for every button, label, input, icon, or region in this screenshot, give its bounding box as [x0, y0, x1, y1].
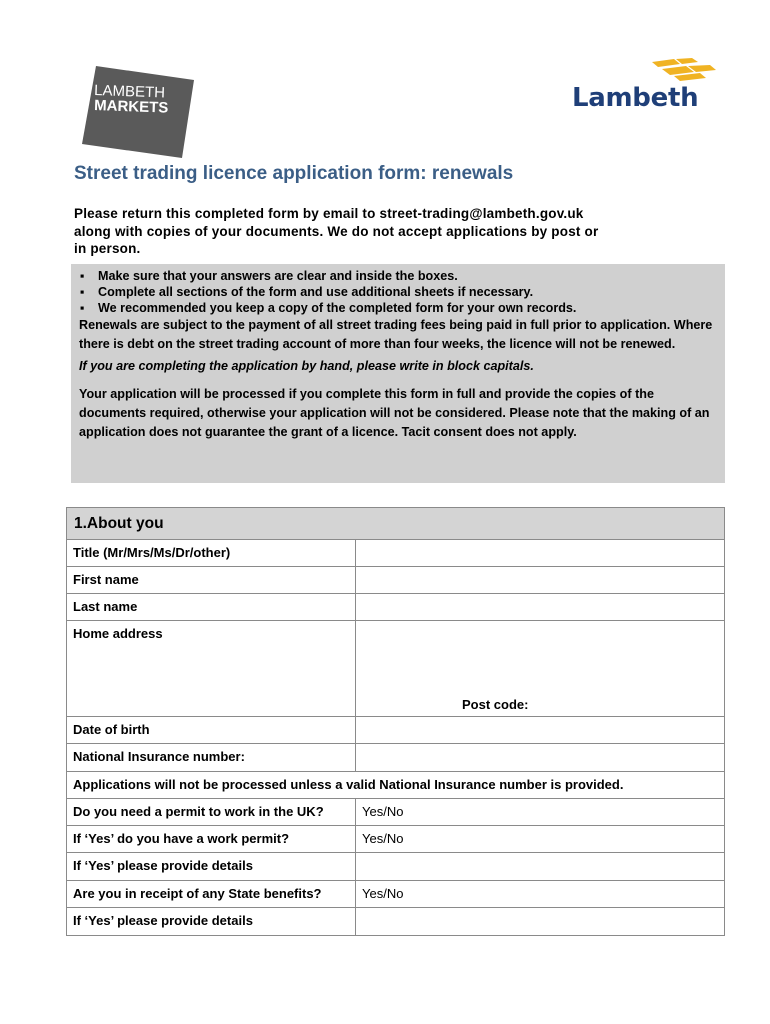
work-permit-question-label: If ‘Yes’ do you have a work permit?	[67, 826, 356, 853]
guidance-notice-box	[71, 264, 725, 483]
permit-details-label: If ‘Yes’ please provide details	[67, 853, 356, 881]
lambeth-markets-logo	[82, 66, 194, 158]
last-name-field[interactable]	[356, 594, 725, 621]
title-label: Title (Mr/Mrs/Ms/Dr/other)	[67, 540, 356, 567]
markets-logo-line1: LAMBETH	[93, 82, 166, 102]
permit-details-field[interactable]	[356, 853, 725, 881]
intro-line-3: in person.	[74, 241, 141, 256]
page-title: Street trading licence application form: renewals	[74, 163, 514, 184]
renewal-fees-paragraph: Renewals are subject to the payment of all street trading fees being paid in full prior to application. Where there is debt on the street trading account of more than four weeks, the licence will not be renewed.	[79, 318, 713, 351]
section-heading: 1.About you	[67, 508, 725, 540]
national-insurance-notice: Applications will not be processed unless a valid National Insurance number is provided.	[67, 772, 725, 799]
national-insurance-label: National Insurance number:	[67, 744, 356, 772]
lambeth-council-logo	[570, 58, 720, 118]
title-field[interactable]	[356, 540, 725, 567]
benefits-details-label: If ‘Yes’ please provide details	[67, 908, 356, 936]
date-of-birth-label: Date of birth	[67, 717, 356, 744]
last-name-label: Last name	[67, 594, 356, 621]
first-name-label: First name	[67, 567, 356, 594]
intro-line-1: Please return this completed form by email to street-trading@lambeth.gov.uk	[74, 206, 584, 221]
processing-paragraph: Your application will be processed if you complete this form in full and provide the copies of the documents required, otherwise your application will not be considered. Please note that the making of an application does not guarantee the grant of a licence. Tacit consent does not apply.	[79, 386, 710, 439]
benefits-details-field[interactable]	[356, 908, 725, 936]
first-name-field[interactable]	[356, 567, 725, 594]
list-item: ▪ Make sure that your answers are clear and inside the boxes.	[80, 269, 458, 283]
list-item: ▪ Complete all sections of the form and use additional sheets if necessary.	[80, 285, 534, 299]
benefits-yes-no-field[interactable]: Yes/No	[356, 881, 725, 908]
block-capitals-note: If you are completing the application by hand, please write in block capitals.	[79, 359, 534, 373]
national-insurance-field[interactable]	[356, 744, 725, 772]
list-item: ▪ We recommended you keep a copy of the completed form for your own records.	[80, 301, 577, 315]
intro-line-2: along with copies of your documents. We do not accept applications by post or	[74, 223, 599, 239]
lambeth-flag-icon	[570, 58, 720, 86]
post-code-label: Post code:	[462, 697, 529, 712]
guidance-bullet-list	[79, 268, 717, 316]
home-address-label: Home address	[67, 621, 356, 717]
intro-text	[74, 205, 694, 258]
bullet-icon: ▪	[80, 285, 85, 299]
work-permit-yes-no-field[interactable]: Yes/No	[356, 826, 725, 853]
benefits-question-label: Are you in receipt of any State benefits?	[67, 881, 356, 908]
bullet-icon: ▪	[80, 301, 85, 315]
lambeth-wordmark: Lambeth	[572, 83, 699, 113]
bullet-icon: ▪	[80, 269, 85, 283]
about-you-table	[66, 507, 725, 936]
permit-yes-no-field[interactable]: Yes/No	[356, 799, 725, 826]
markets-logo-line2: MARKETS	[93, 97, 169, 117]
home-address-field[interactable]	[356, 621, 725, 717]
permit-question-label: Do you need a permit to work in the UK?	[67, 799, 356, 826]
date-of-birth-field[interactable]	[356, 717, 725, 744]
